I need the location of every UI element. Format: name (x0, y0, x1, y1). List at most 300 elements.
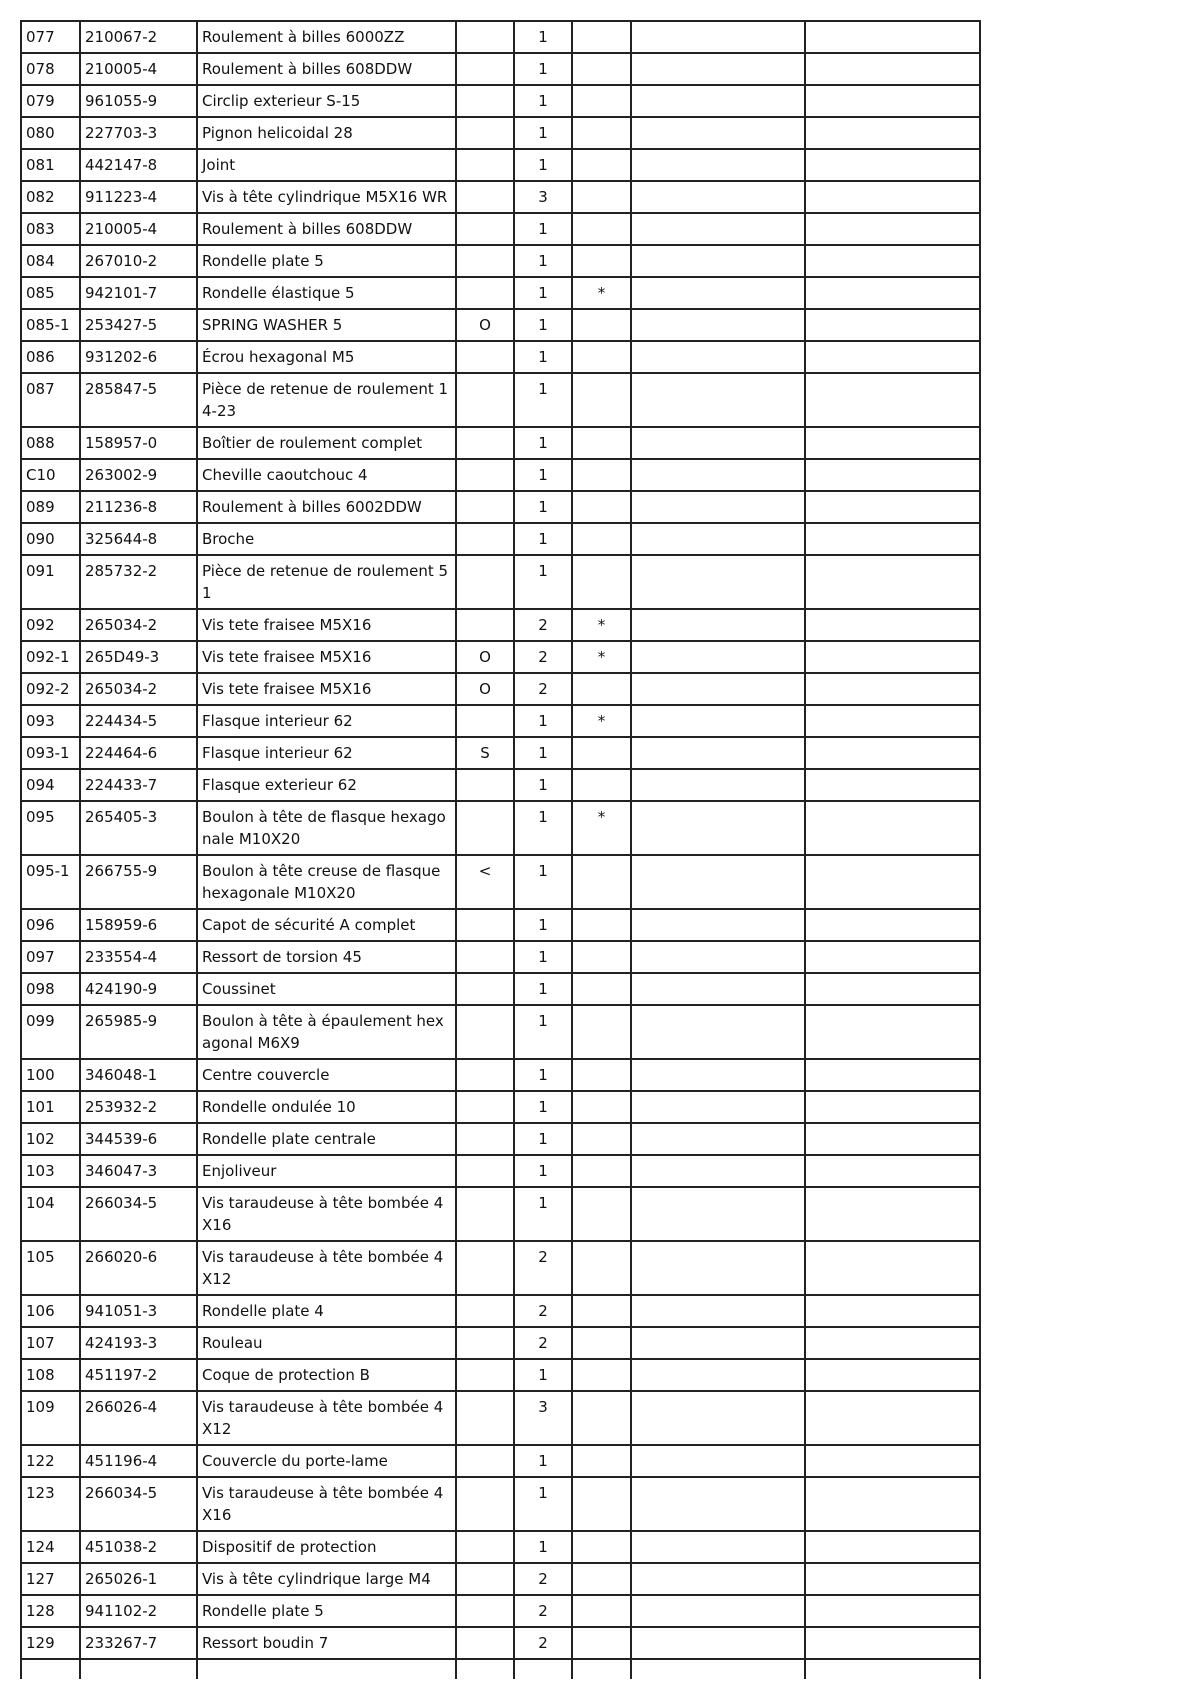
mark-cell (572, 555, 631, 609)
part-number-cell: 266026-4 (80, 1391, 197, 1445)
item-number-cell: 122 (21, 1445, 80, 1477)
item-number-cell: 094 (21, 769, 80, 801)
code-cell (456, 21, 514, 53)
part-number-cell: 911223-4 (80, 181, 197, 213)
blank-cell-a (631, 609, 805, 641)
mark-cell (572, 1123, 631, 1155)
item-number-cell: 082 (21, 181, 80, 213)
part-number-cell: 266034-5 (80, 1477, 197, 1531)
description-cell: Broche (197, 523, 456, 555)
description-cell: Ressort boudin 7 (197, 1627, 456, 1659)
blank-cell-a (631, 1391, 805, 1445)
table-row (21, 149, 980, 181)
blank-cell-a (631, 427, 805, 459)
table-row (21, 609, 980, 641)
description-cell: Joint (197, 149, 456, 181)
blank-cell-b (805, 1155, 980, 1187)
item-number-cell: 104 (21, 1187, 80, 1241)
mark-cell (572, 1563, 631, 1595)
quantity-cell: 1 (514, 941, 572, 973)
item-number-cell: 102 (21, 1123, 80, 1155)
table-row (21, 909, 980, 941)
code-cell (456, 277, 514, 309)
blank-cell-a (631, 1445, 805, 1477)
mark-cell (572, 1005, 631, 1059)
item-number-cell: 090 (21, 523, 80, 555)
quantity-cell: 1 (514, 1123, 572, 1155)
blank-cell-a (631, 1595, 805, 1627)
code-cell: S (456, 737, 514, 769)
item-number-cell: 093-1 (21, 737, 80, 769)
description-cell: Rondelle élastique 5 (197, 277, 456, 309)
code-cell (456, 53, 514, 85)
code-cell (456, 85, 514, 117)
blank-cell-b (805, 1187, 980, 1241)
blank-cell-a (631, 1359, 805, 1391)
blank-cell-b (805, 1091, 980, 1123)
continuation-cell (631, 1659, 805, 1679)
part-number-cell: 266034-5 (80, 1187, 197, 1241)
table-row (21, 1595, 980, 1627)
description-cell: Enjoliveur (197, 1155, 456, 1187)
blank-cell-b (805, 21, 980, 53)
quantity-cell: 3 (514, 1391, 572, 1445)
code-cell (456, 1241, 514, 1295)
blank-cell-a (631, 973, 805, 1005)
item-number-cell: 092-1 (21, 641, 80, 673)
table-row (21, 1327, 980, 1359)
part-number-cell: 265405-3 (80, 801, 197, 855)
part-number-cell: 253932-2 (80, 1091, 197, 1123)
table-row (21, 1059, 980, 1091)
table-row (21, 1091, 980, 1123)
blank-cell-a (631, 21, 805, 53)
blank-cell-a (631, 1155, 805, 1187)
item-number-cell: 108 (21, 1359, 80, 1391)
code-cell (456, 181, 514, 213)
mark-cell (572, 245, 631, 277)
table-row (21, 459, 980, 491)
blank-cell-b (805, 523, 980, 555)
blank-cell-b (805, 53, 980, 85)
description-cell: Vis taraudeuse à tête bombée 4X12 (197, 1391, 456, 1445)
table-row (21, 309, 980, 341)
mark-cell (572, 149, 631, 181)
mark-cell (572, 1091, 631, 1123)
blank-cell-a (631, 641, 805, 673)
mark-cell (572, 181, 631, 213)
table-row (21, 737, 980, 769)
table-row (21, 1627, 980, 1659)
blank-cell-a (631, 1091, 805, 1123)
part-number-cell: 265026-1 (80, 1563, 197, 1595)
blank-cell-a (631, 909, 805, 941)
table-row (21, 555, 980, 609)
item-number-cell: 123 (21, 1477, 80, 1531)
item-number-cell: 092-2 (21, 673, 80, 705)
mark-cell (572, 1155, 631, 1187)
part-number-cell: 211236-8 (80, 491, 197, 523)
quantity-cell: 1 (514, 523, 572, 555)
mark-cell (572, 1241, 631, 1295)
code-cell (456, 1005, 514, 1059)
quantity-cell: 1 (514, 149, 572, 181)
code-cell (456, 801, 514, 855)
table-row (21, 641, 980, 673)
item-number-cell: 106 (21, 1295, 80, 1327)
code-cell (456, 941, 514, 973)
part-number-cell: 265D49-3 (80, 641, 197, 673)
mark-cell (572, 117, 631, 149)
quantity-cell: 1 (514, 705, 572, 737)
blank-cell-b (805, 769, 980, 801)
quantity-cell: 1 (514, 1445, 572, 1477)
item-number-cell: 080 (21, 117, 80, 149)
blank-cell-b (805, 1563, 980, 1595)
blank-cell-a (631, 491, 805, 523)
part-number-cell: 158957-0 (80, 427, 197, 459)
blank-cell-a (631, 53, 805, 85)
blank-cell-b (805, 277, 980, 309)
quantity-cell: 1 (514, 909, 572, 941)
blank-cell-a (631, 673, 805, 705)
description-cell: Flasque exterieur 62 (197, 769, 456, 801)
quantity-cell: 1 (514, 1359, 572, 1391)
table-row (21, 973, 980, 1005)
item-number-cell: 092 (21, 609, 80, 641)
item-number-cell: 081 (21, 149, 80, 181)
mark-cell (572, 1595, 631, 1627)
table-row (21, 53, 980, 85)
code-cell (456, 705, 514, 737)
item-number-cell: 093 (21, 705, 80, 737)
quantity-cell: 1 (514, 973, 572, 1005)
code-cell (456, 1531, 514, 1563)
table-row (21, 341, 980, 373)
parts-table-body (21, 21, 980, 1679)
quantity-cell: 1 (514, 53, 572, 85)
continuation-cell (456, 1659, 514, 1679)
continuation-cell (805, 1659, 980, 1679)
quantity-cell: 1 (514, 277, 572, 309)
mark-cell (572, 523, 631, 555)
item-number-cell: C10 (21, 459, 80, 491)
description-cell: Vis tete fraisee M5X16 (197, 609, 456, 641)
blank-cell-b (805, 1445, 980, 1477)
quantity-cell: 2 (514, 1241, 572, 1295)
item-number-cell: 127 (21, 1563, 80, 1595)
mark-cell (572, 213, 631, 245)
mark-cell (572, 1059, 631, 1091)
code-cell (456, 1359, 514, 1391)
part-number-cell: 266020-6 (80, 1241, 197, 1295)
mark-cell (572, 769, 631, 801)
table-row (21, 1123, 980, 1155)
mark-cell (572, 1627, 631, 1659)
description-cell: Roulement à billes 6002DDW (197, 491, 456, 523)
blank-cell-a (631, 85, 805, 117)
continuation-cell (197, 1659, 456, 1679)
item-number-cell: 086 (21, 341, 80, 373)
table-row (21, 1187, 980, 1241)
part-number-cell: 227703-3 (80, 117, 197, 149)
description-cell: Vis à tête cylindrique M5X16 WR (197, 181, 456, 213)
blank-cell-a (631, 117, 805, 149)
blank-cell-b (805, 801, 980, 855)
item-number-cell: 097 (21, 941, 80, 973)
quantity-cell: 1 (514, 491, 572, 523)
code-cell (456, 1563, 514, 1595)
description-cell: Pièce de retenue de roulement 51 (197, 555, 456, 609)
mark-cell (572, 909, 631, 941)
description-cell: Capot de sécurité A complet (197, 909, 456, 941)
blank-cell-b (805, 491, 980, 523)
item-number-cell: 077 (21, 21, 80, 53)
table-row (21, 213, 980, 245)
quantity-cell: 1 (514, 245, 572, 277)
description-cell: Boulon à tête de flasque hexagonale M10X20 (197, 801, 456, 855)
quantity-cell: 1 (514, 85, 572, 117)
blank-cell-b (805, 117, 980, 149)
part-number-cell: 224434-5 (80, 705, 197, 737)
code-cell (456, 373, 514, 427)
code-cell (456, 491, 514, 523)
description-cell: Boulon à tête à épaulement hexagonal M6X9 (197, 1005, 456, 1059)
code-cell: < (456, 855, 514, 909)
item-number-cell: 107 (21, 1327, 80, 1359)
description-cell: Dispositif de protection (197, 1531, 456, 1563)
quantity-cell: 1 (514, 341, 572, 373)
quantity-cell: 1 (514, 1059, 572, 1091)
code-cell (456, 609, 514, 641)
quantity-cell: 1 (514, 855, 572, 909)
blank-cell-a (631, 1059, 805, 1091)
code-cell (456, 1123, 514, 1155)
item-number-cell: 078 (21, 53, 80, 85)
table-row (21, 1359, 980, 1391)
mark-cell: * (572, 641, 631, 673)
quantity-cell: 2 (514, 609, 572, 641)
blank-cell-b (805, 673, 980, 705)
blank-cell-b (805, 641, 980, 673)
item-number-cell: 087 (21, 373, 80, 427)
table-row (21, 181, 980, 213)
blank-cell-b (805, 1059, 980, 1091)
blank-cell-a (631, 1531, 805, 1563)
mark-cell (572, 491, 631, 523)
item-number-cell: 096 (21, 909, 80, 941)
table-row (21, 373, 980, 427)
part-number-cell: 233267-7 (80, 1627, 197, 1659)
mark-cell: * (572, 277, 631, 309)
description-cell: Circlip exterieur S-15 (197, 85, 456, 117)
part-number-cell: 941051-3 (80, 1295, 197, 1327)
quantity-cell: 1 (514, 1155, 572, 1187)
part-number-cell: 224433-7 (80, 769, 197, 801)
item-number-cell: 099 (21, 1005, 80, 1059)
continuation-cell (80, 1659, 197, 1679)
description-cell: Coussinet (197, 973, 456, 1005)
mark-cell (572, 341, 631, 373)
item-number-cell: 103 (21, 1155, 80, 1187)
part-number-cell: 210067-2 (80, 21, 197, 53)
item-number-cell: 101 (21, 1091, 80, 1123)
part-number-cell: 285732-2 (80, 555, 197, 609)
part-number-cell: 267010-2 (80, 245, 197, 277)
code-cell (456, 1295, 514, 1327)
blank-cell-a (631, 149, 805, 181)
quantity-cell: 1 (514, 1187, 572, 1241)
part-number-cell: 942101-7 (80, 277, 197, 309)
part-number-cell: 941102-2 (80, 1595, 197, 1627)
table-row (21, 1391, 980, 1445)
part-number-cell: 451196-4 (80, 1445, 197, 1477)
description-cell: Boîtier de roulement complet (197, 427, 456, 459)
blank-cell-b (805, 1477, 980, 1531)
quantity-cell: 2 (514, 1595, 572, 1627)
blank-cell-b (805, 1005, 980, 1059)
blank-cell-b (805, 1595, 980, 1627)
blank-cell-b (805, 705, 980, 737)
table-row (21, 85, 980, 117)
code-cell (456, 909, 514, 941)
part-number-cell: 451197-2 (80, 1359, 197, 1391)
blank-cell-b (805, 427, 980, 459)
quantity-cell: 1 (514, 117, 572, 149)
blank-cell-a (631, 855, 805, 909)
part-number-cell: 961055-9 (80, 85, 197, 117)
code-cell (456, 117, 514, 149)
item-number-cell: 091 (21, 555, 80, 609)
blank-cell-b (805, 459, 980, 491)
table-row (21, 491, 980, 523)
code-cell (456, 1595, 514, 1627)
mark-cell (572, 309, 631, 341)
code-cell (456, 149, 514, 181)
part-number-cell: 344539-6 (80, 1123, 197, 1155)
mark-cell: * (572, 705, 631, 737)
quantity-cell: 1 (514, 309, 572, 341)
blank-cell-b (805, 1627, 980, 1659)
part-number-cell: 346047-3 (80, 1155, 197, 1187)
item-number-cell: 105 (21, 1241, 80, 1295)
table-row (21, 941, 980, 973)
quantity-cell: 2 (514, 1563, 572, 1595)
part-number-cell: 210005-4 (80, 213, 197, 245)
code-cell (456, 427, 514, 459)
blank-cell-a (631, 459, 805, 491)
part-number-cell: 266755-9 (80, 855, 197, 909)
part-number-cell: 224464-6 (80, 737, 197, 769)
quantity-cell: 1 (514, 801, 572, 855)
blank-cell-a (631, 245, 805, 277)
description-cell: Rondelle plate 5 (197, 1595, 456, 1627)
blank-cell-b (805, 1123, 980, 1155)
blank-cell-b (805, 341, 980, 373)
part-number-cell: 265034-2 (80, 673, 197, 705)
description-cell: Centre couvercle (197, 1059, 456, 1091)
blank-cell-b (805, 973, 980, 1005)
item-number-cell: 088 (21, 427, 80, 459)
description-cell: Vis à tête cylindrique large M4 (197, 1563, 456, 1595)
table-row (21, 1241, 980, 1295)
mark-cell (572, 1445, 631, 1477)
blank-cell-b (805, 855, 980, 909)
code-cell (456, 1091, 514, 1123)
description-cell: Rondelle plate 4 (197, 1295, 456, 1327)
mark-cell (572, 673, 631, 705)
blank-cell-b (805, 1295, 980, 1327)
mark-cell (572, 85, 631, 117)
code-cell (456, 245, 514, 277)
quantity-cell: 1 (514, 427, 572, 459)
item-number-cell: 129 (21, 1627, 80, 1659)
blank-cell-a (631, 213, 805, 245)
description-cell: Flasque interieur 62 (197, 737, 456, 769)
item-number-cell: 079 (21, 85, 80, 117)
blank-cell-b (805, 1327, 980, 1359)
part-number-cell: 265985-9 (80, 1005, 197, 1059)
item-number-cell: 084 (21, 245, 80, 277)
quantity-cell: 2 (514, 1295, 572, 1327)
code-cell (456, 213, 514, 245)
code-cell (456, 1445, 514, 1477)
table-row (21, 21, 980, 53)
part-number-cell: 442147-8 (80, 149, 197, 181)
table-row (21, 277, 980, 309)
blank-cell-a (631, 181, 805, 213)
code-cell: O (456, 641, 514, 673)
part-number-cell: 424190-9 (80, 973, 197, 1005)
table-row-continuation (21, 1659, 980, 1679)
quantity-cell: 1 (514, 373, 572, 427)
table-row (21, 523, 980, 555)
quantity-cell: 1 (514, 213, 572, 245)
part-number-cell: 931202-6 (80, 341, 197, 373)
description-cell: Roulement à billes 6000ZZ (197, 21, 456, 53)
mark-cell (572, 737, 631, 769)
code-cell (456, 1155, 514, 1187)
code-cell (456, 555, 514, 609)
table-row (21, 1005, 980, 1059)
table-row (21, 1477, 980, 1531)
quantity-cell: 1 (514, 1091, 572, 1123)
item-number-cell: 085-1 (21, 309, 80, 341)
blank-cell-a (631, 555, 805, 609)
quantity-cell: 1 (514, 459, 572, 491)
mark-cell (572, 373, 631, 427)
quantity-cell: 1 (514, 21, 572, 53)
code-cell (456, 769, 514, 801)
mark-cell (572, 1359, 631, 1391)
blank-cell-a (631, 1295, 805, 1327)
table-row (21, 801, 980, 855)
blank-cell-a (631, 1241, 805, 1295)
description-cell: Vis taraudeuse à tête bombée 4X12 (197, 1241, 456, 1295)
quantity-cell: 1 (514, 1477, 572, 1531)
mark-cell: * (572, 801, 631, 855)
blank-cell-a (631, 1005, 805, 1059)
mark-cell (572, 1187, 631, 1241)
part-number-cell: 424193-3 (80, 1327, 197, 1359)
mark-cell (572, 1477, 631, 1531)
blank-cell-a (631, 341, 805, 373)
blank-cell-a (631, 1187, 805, 1241)
mark-cell (572, 1295, 631, 1327)
blank-cell-b (805, 213, 980, 245)
description-cell: Ressort de torsion 45 (197, 941, 456, 973)
parts-list-sheet (20, 20, 981, 1679)
